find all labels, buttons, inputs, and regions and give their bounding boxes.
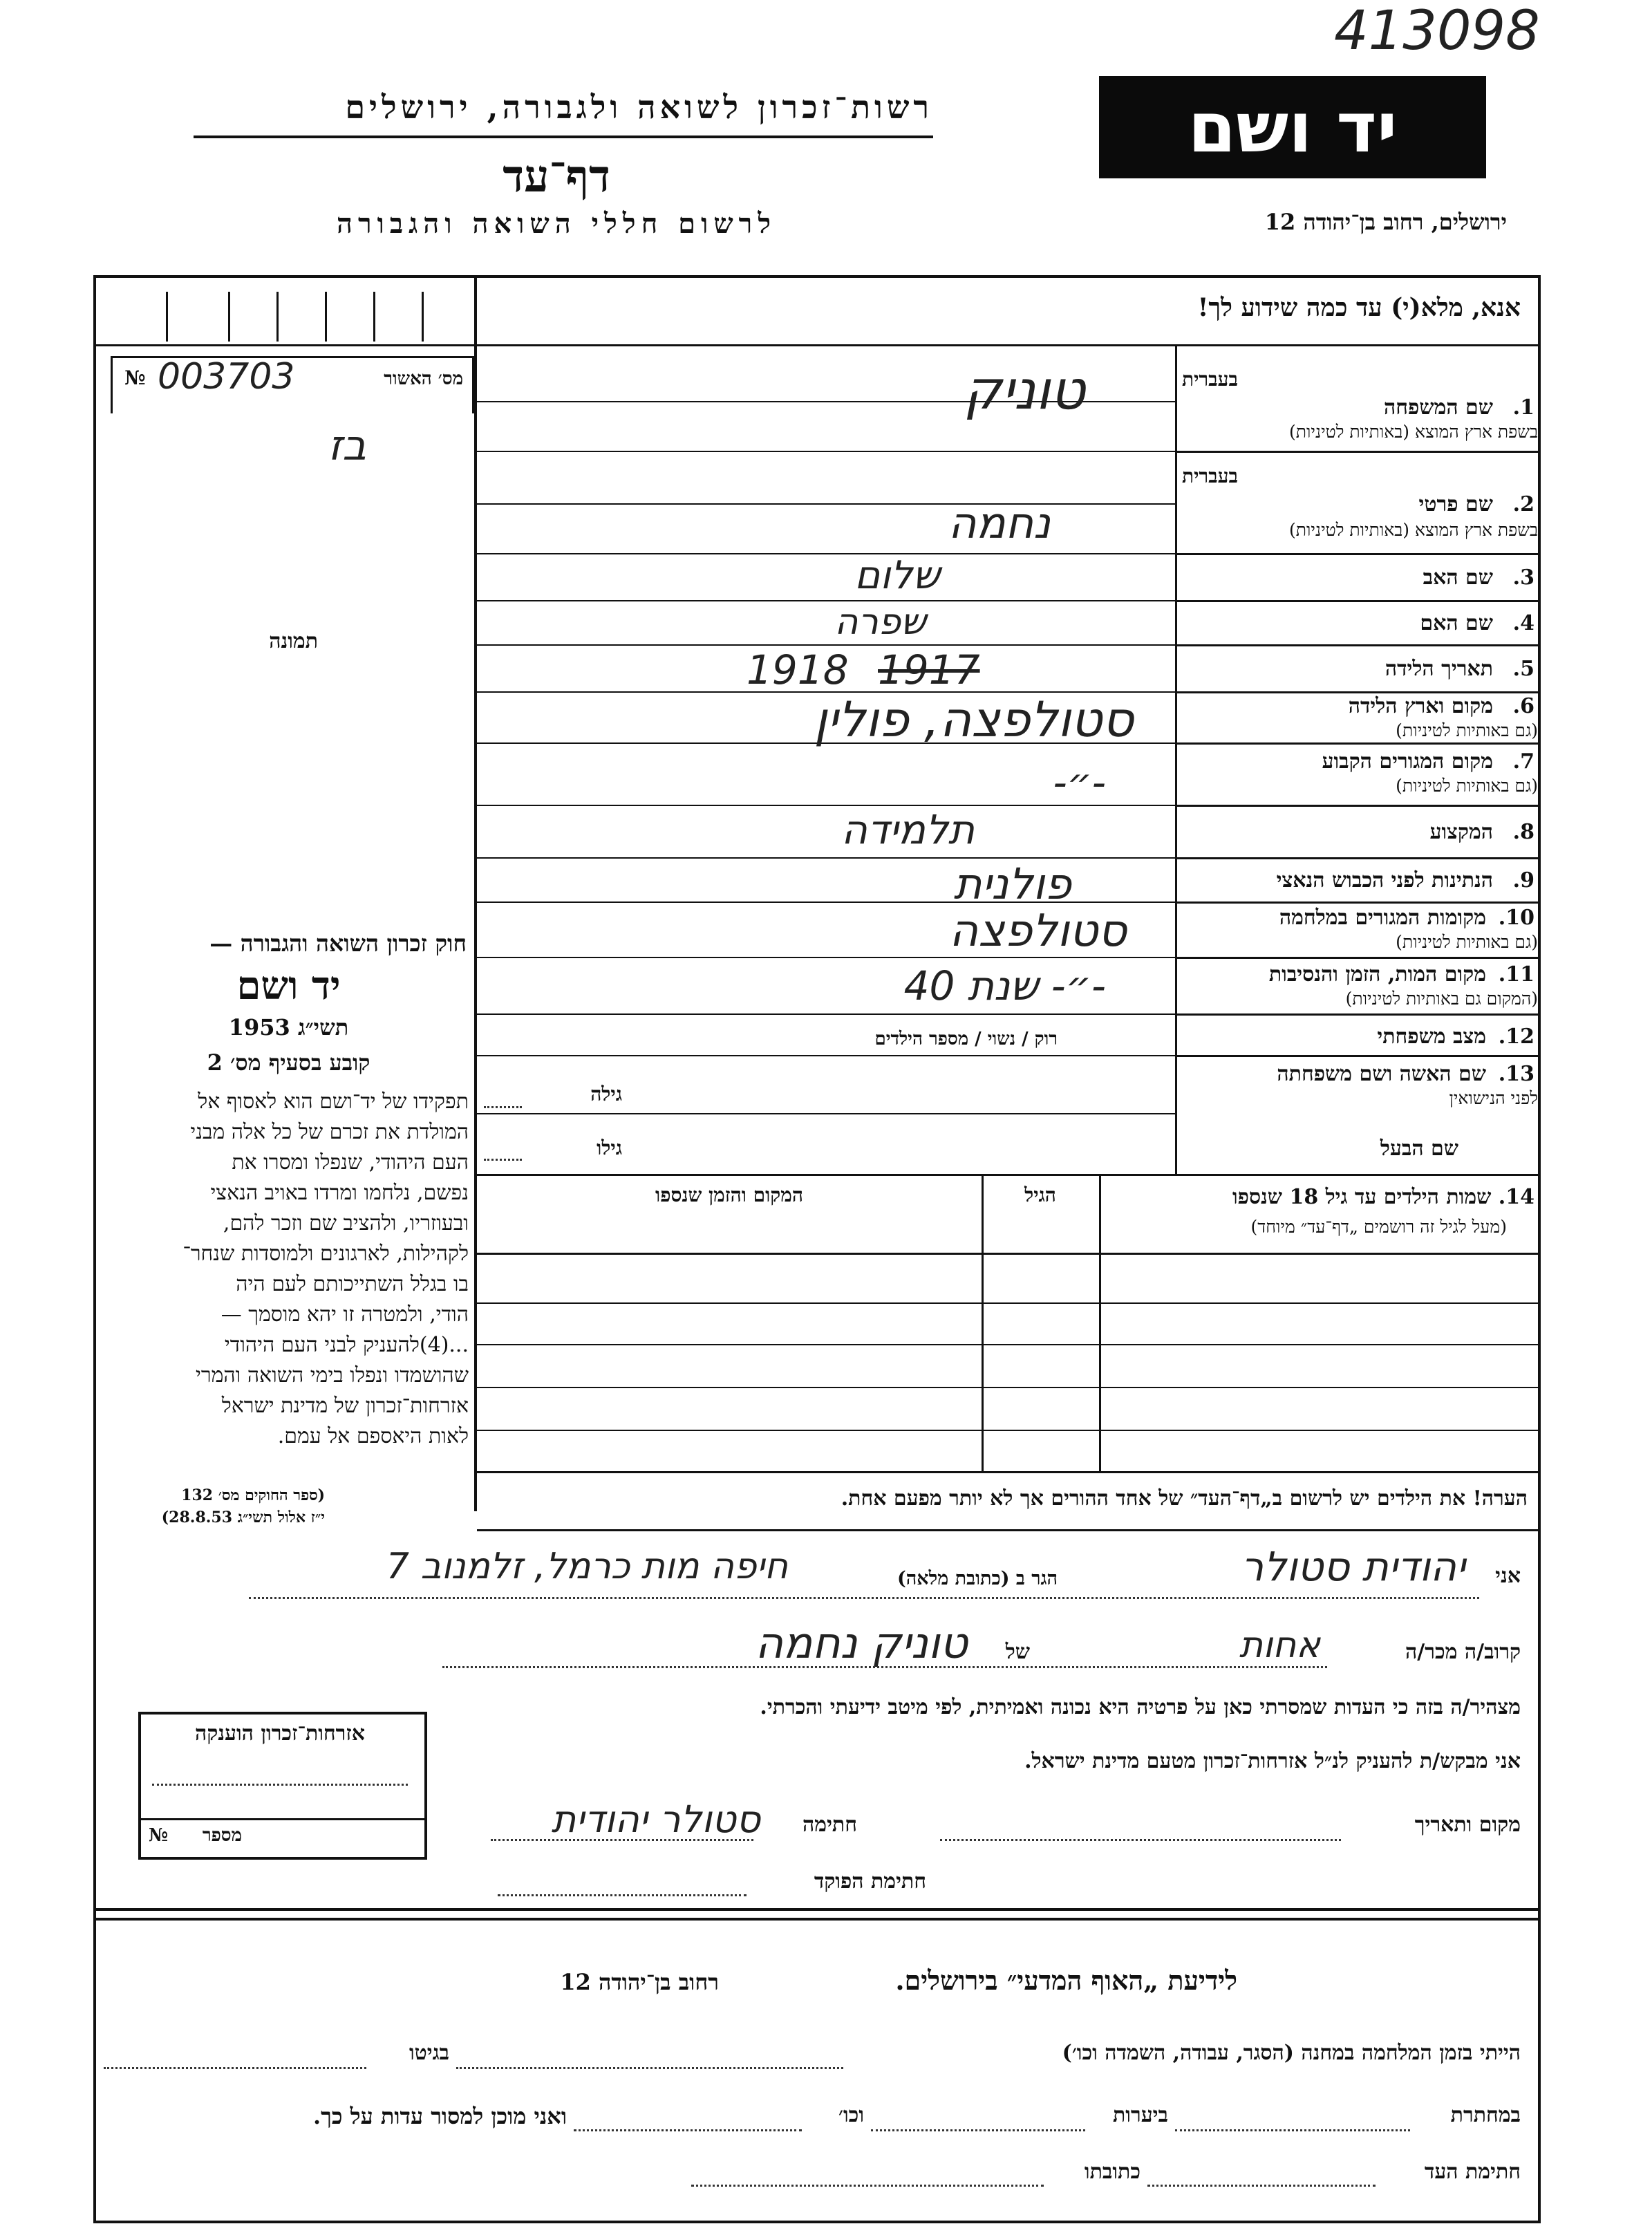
field-11-label: מקום המות, הזמן והנסיבות (1268, 962, 1486, 987)
bottom-title: לידיעת „האוף המדעי״ בירושלים. (895, 1965, 1237, 1996)
wife-age-label: גילה (590, 1083, 622, 1105)
bottom-line2-etc: וכו׳ (838, 2103, 864, 2127)
law-line: ובעוזריו, ולהציב שם וזכר להם, (223, 1211, 469, 1235)
field-13-sub: לפני הנישואין (1449, 1088, 1538, 1108)
declaration-statement: מצהיר/ה בזה כי העדות שמסרתי כאן על פרטיה היא נכונה ואמיתית, לפי מיטב ידיעתי והכרתי. (760, 1695, 1521, 1719)
declarant-address: חיפה מות כרמל, זלמנוב 7 (386, 1546, 788, 1587)
field-1-sub: בשפת ארץ המוצא (באותיות לטיניות) (1289, 422, 1538, 442)
officer-label: חתימת הפוקד (814, 1869, 926, 1894)
field-1-hebrew-tag: בעברית (1182, 368, 1239, 391)
header-address: ירושלים, רחוב בן־יהודה 12 (1264, 209, 1507, 235)
law-line: לאות היאספם אל עמם. (277, 1424, 469, 1448)
registration-number: 003703 (158, 356, 295, 398)
page-title: דף־עד (503, 151, 610, 203)
children-title: 14. שמות הילדים עד גיל 18 שנספו (1232, 1185, 1534, 1209)
signature-value: סטולר יהודית (551, 1797, 760, 1841)
declaration-request: אני מבקש/ת להעניק לנ״ל אזרחות־זכרון מטעם מדינת ישראל. (1024, 1749, 1521, 1773)
bottom-address: רחוב בן־יהודה 12 (560, 1969, 719, 1995)
field-10-num: 10. (1498, 906, 1534, 930)
field-5-label: תאריך הלידה (1385, 657, 1493, 681)
field-5-value: 1918 (747, 646, 849, 693)
field-6-num: 6. (1512, 694, 1534, 718)
field-7-value: -״- (1053, 760, 1106, 805)
citizenship-number: מספר (202, 1825, 242, 1846)
field-8-num: 8. (1512, 820, 1534, 844)
bottom-line2-forests: ביערות (1112, 2103, 1168, 2127)
field-3-num: 3. (1512, 566, 1534, 590)
children-age-header: הגיל (1024, 1184, 1056, 1206)
tick-boxes (97, 278, 473, 343)
yad-vashem-logo (1099, 76, 1486, 178)
husband-label: שם הבעל (1380, 1137, 1458, 1161)
law-reference-1: (ספר החוקים מס׳ 132 (181, 1486, 325, 1504)
field-9-value: פולנית (953, 859, 1071, 909)
field-6-sub: (גם באותיות לטיניות) (1396, 720, 1538, 740)
citizenship-no-sign: № (149, 1825, 169, 1846)
bottom-line1-camp: הייתי בזמן המלחמה במחנה (הסגר, עבודה, השמדה וכו׳) (1062, 2041, 1521, 2065)
witness-signature-label: חתימת העד (1424, 2160, 1521, 2184)
of-name: טוניק נחמה (755, 1618, 968, 1668)
declarant-name: יהודית סטולר (1241, 1543, 1465, 1590)
field-9-label: הנתינות לפני הכבוש הנאצי (1276, 868, 1493, 893)
field-12-label: מצב משפחתי (1377, 1025, 1486, 1049)
field-5-crossed: 1917 (878, 646, 980, 693)
law-year: תשי״ג 1953 (228, 1014, 349, 1040)
field-10-value: סטולפצה (949, 906, 1127, 957)
field-11-sub: (המקום גם באותיות לטיניות) (1345, 989, 1538, 1009)
field-13-label: שם האשה ושם משפחתה (1277, 1062, 1486, 1086)
law-line: בו בגלל השתייכותם לעם היה (236, 1272, 469, 1296)
bottom-line2-underground: במחתרת (1450, 2103, 1521, 2127)
field-11-num: 11. (1498, 962, 1534, 987)
field-1-num: 1. (1512, 395, 1534, 420)
field-11-value: -״- שנת 40 (903, 962, 1106, 1009)
law-clause: קובע בסעיף מס׳ 2 (207, 1049, 370, 1076)
field-8-label: המקצוע (1429, 820, 1493, 844)
declaration-resides: הגר ב (כתובת מלאה) (897, 1568, 1058, 1589)
law-line: העם היהודי, שנפלו ומסרו את (232, 1150, 469, 1175)
witness-address-label: כתובתו (1084, 2160, 1141, 2184)
registration-note: בז (328, 422, 366, 470)
children-sub: (מעל לגיל זה רושמים „דף־עד״ מיוחד) (1250, 1217, 1507, 1237)
relative-label: קרוב/ה מכר/ה (1405, 1640, 1521, 1664)
field-7-label: מקום המגורים הקבוע (1322, 749, 1493, 774)
law-line: נפשם, נלחמו ומרדו באויב הנאצי (210, 1181, 469, 1205)
signature-label: חתימה (802, 1813, 857, 1837)
field-2-sub: בשפת ארץ המוצא (באותיות לטיניות) (1289, 520, 1538, 540)
law-line: תפקידו של יד־ושם הוא לאסוף אל (198, 1090, 469, 1114)
field-7-sub: (גם באותיות לטיניות) (1396, 776, 1538, 796)
law-title: חוק זכרון השואה והגבורה — (209, 930, 467, 957)
field-9-num: 9. (1512, 868, 1534, 893)
note-text: הערה! את הילדים יש לרשום ב„דף־העד״ של אחד ההורים אך לא יותר מפעם אחת. (841, 1486, 1528, 1511)
field-6-label: מקום וארץ הלידה (1348, 694, 1493, 718)
field-2-label: שם פרטי (1418, 492, 1493, 516)
photo-label: תמונה (269, 629, 318, 653)
children-place-header: המקום והזמן שנספו (655, 1184, 803, 1206)
declaration-ani: אני (1495, 1564, 1521, 1588)
archive-number: 413098 (1334, 0, 1540, 62)
field-10-label: מקומות המגורים במלחמה (1279, 906, 1486, 930)
law-line: לקהילות, לארגונים ולמוסדות שנחר־ (182, 1242, 469, 1266)
registration-label: מס׳ האשור (384, 368, 463, 389)
field-5-num: 5. (1512, 657, 1534, 681)
field-3-label: שם האב (1423, 566, 1493, 590)
field-2-hebrew-tag: בעברית (1182, 465, 1239, 487)
instruction-text: אנא, מלא(י) עד כמה שידוע לך! (1197, 293, 1521, 322)
citizenship-title: אזרחות־זכרון הוענקה (194, 1721, 366, 1746)
law-line: אזרחות־זכרון של מדינת ישראל (221, 1394, 469, 1418)
field-12-value: רוק / נשוי / מספר הילדים (874, 1029, 1058, 1049)
field-1-value: טוניק (964, 359, 1085, 422)
relation-value: אחות (1239, 1625, 1320, 1666)
law-name: יד ושם (236, 963, 341, 1009)
bottom-line1-ghetto: בגיטו (409, 2041, 449, 2065)
field-2-value: נחמה (948, 498, 1051, 548)
field-4-num: 4. (1512, 611, 1534, 635)
law-reference-2: י״ז אלול תשי״ג 28.8.53) (161, 1508, 325, 1526)
law-line: המולדת את זכרם של כל אלה מבני (190, 1120, 469, 1144)
registration-no-sign: № (124, 366, 146, 389)
org-line: רשות־זכרון לשואה ולגבורה, ירושלים (345, 88, 933, 126)
field-4-value: שפרה (834, 601, 926, 643)
field-13-num: 13. (1498, 1062, 1534, 1086)
field-6-value: סטולפצה, פולין (814, 691, 1134, 748)
field-10-sub: (גם באותיות לטיניות) (1396, 932, 1538, 952)
field-12-num: 12. (1498, 1025, 1534, 1049)
field-3-value: שלום (854, 553, 940, 598)
field-4-label: שם האם (1420, 611, 1493, 635)
law-line: ...(4)להעניק לבני העם היהודי (224, 1333, 469, 1357)
logo-text: יד ושם (1188, 86, 1398, 168)
bottom-line2-testify: ואני מוכן למסור עדות על כך. (312, 2103, 567, 2129)
page-subtitle: לרשום חללי השואה והגבורה (336, 207, 777, 240)
field-2-num: 2. (1512, 492, 1534, 516)
law-text (102, 1087, 469, 1452)
field-1-label: שם המשפחה (1383, 395, 1493, 420)
field-8-value: תלמידה (841, 806, 975, 853)
husband-age-label: גילו (597, 1137, 622, 1159)
law-line: שהושמדו ונפלו בימי השואה והמרי (195, 1363, 469, 1388)
place-date-label: מקום ותאריך (1414, 1813, 1521, 1837)
of-label: של (1005, 1640, 1030, 1664)
field-7-num: 7. (1512, 749, 1534, 774)
law-line: הודי, ולמטרה זו יהא מוסמך — (220, 1302, 469, 1327)
